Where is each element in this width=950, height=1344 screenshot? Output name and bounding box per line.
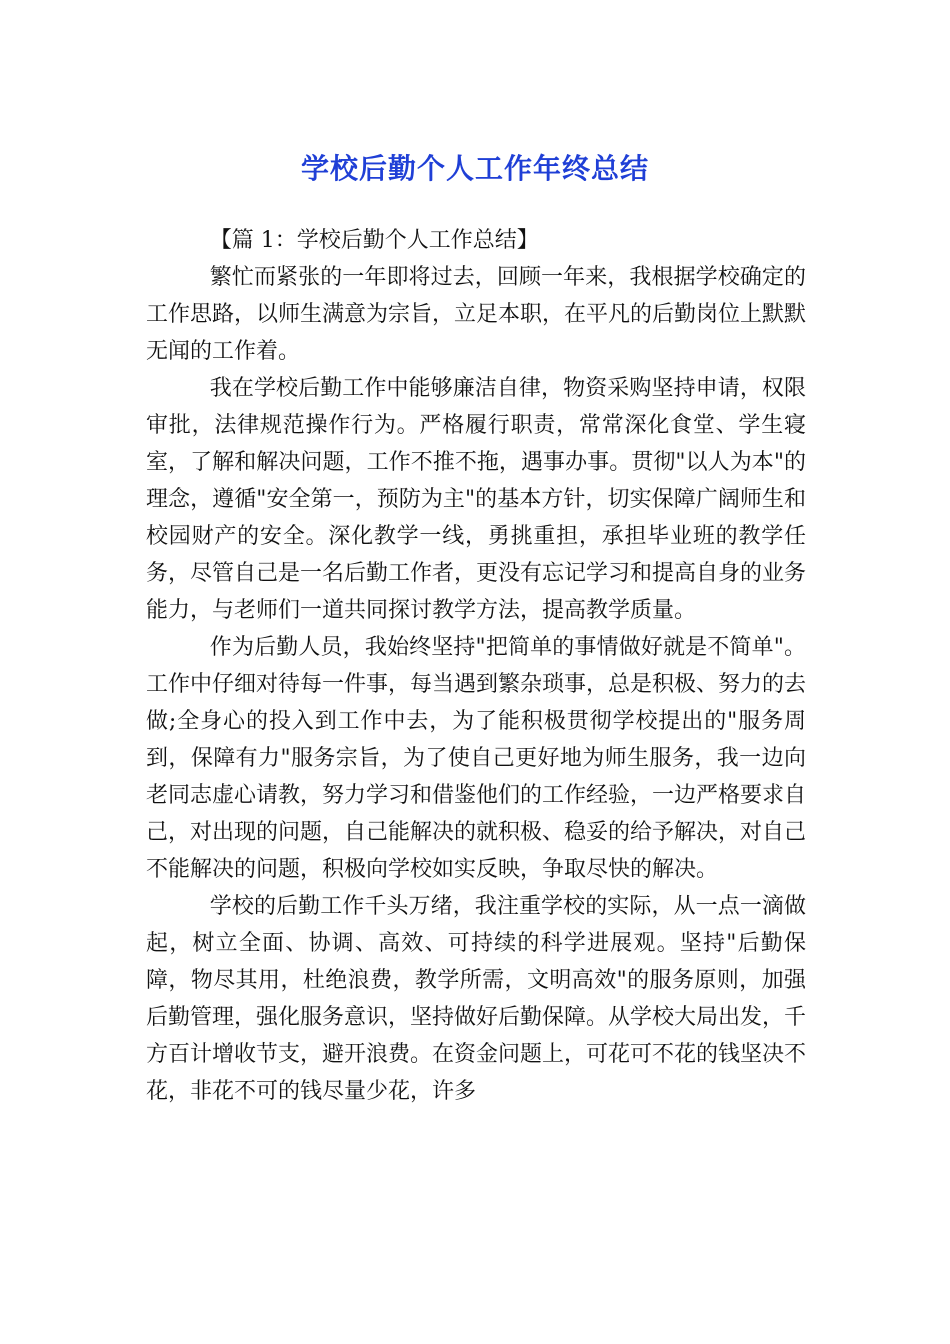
paragraph: 学校的后勤工作千头万绪，我注重学校的实际，从一点一滴做起，树立全面、协调、高效、可持续的科学进展观。坚持"后勤保障，物尽其用，杜绝浪费，教学所需，文明高效"的服务原则，加强后勤管理，强化服务意识，坚持做好后勤保障。从学校大局出发，千方百计增收节支，避开浪费。在资金问题上，可花可不花的钱坚决不花，非花不可的钱尽量少花，许多: [146, 894, 807, 1104]
document-body: [146, 222, 806, 1110]
paragraph: 我在学校后勤工作中能够廉洁自律，物资采购坚持申请，权限审批，法律规范操作行为。严格履行职责，常常深化食堂、学生寝室，了解和解决问题，工作不推不拖，遇事办事。贯彻"以人为本"的理念，遵循"安全第一，预防为主"的基本方针，切实保障广阔师生和校园财产的安全。深化教学一线，勇挑重担，承担毕业班的教学任务，尽管自己是一名后勤工作者，更没有忘记学习和提高自身的业务能力，与老师们一道共同探讨教学方法，提高教学质量。: [146, 376, 807, 623]
paragraph: 作为后勤人员，我始终坚持"把简单的事情做好就是不简单"。工作中仔细对待每一件事，每当遇到繁杂琐事，总是积极、努力的去做;全身心的投入到工作中去，为了能积极贯彻学校提出的"服务周到，保障有力"服务宗旨，为了使自己更好地为师生服务，我一边向老同志虚心请教，努力学习和借鉴他们的工作经验，一边严格要求自己，对出现的问题，自己能解决的就积极、稳妥的给予解决，对自己不能解决的问题，积极向学校如实反映，争取尽快的解决。: [146, 635, 807, 882]
document-title: 学校后勤个人工作年终总结: [300, 151, 649, 185]
paragraph: 繁忙而紧张的一年即将过去，回顾一年来，我根据学校确定的工作思路，以师生满意为宗旨，立足本职，在平凡的后勤岗位上默默无闻的工作着。: [146, 265, 807, 364]
section-heading: 【篇 1：学校后勤个人工作总结】: [209, 228, 539, 253]
